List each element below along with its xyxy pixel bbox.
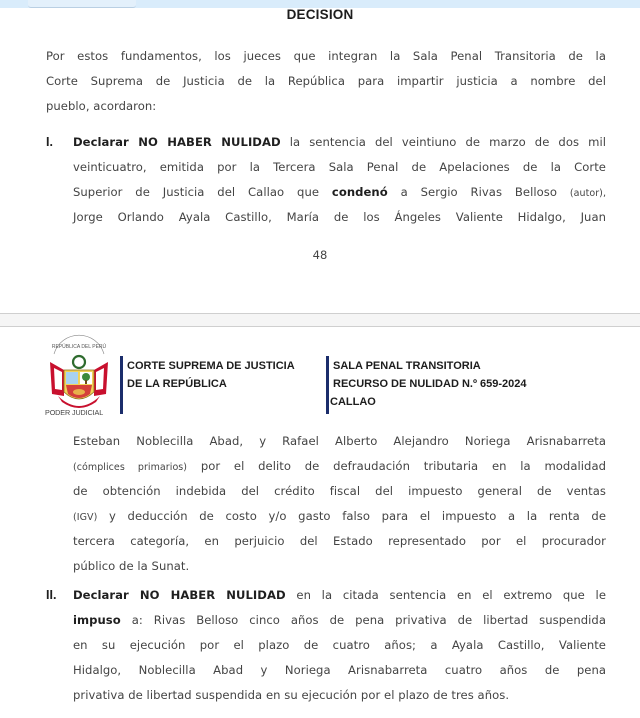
item-line: privativa de libertad suspendida en su ejecución por el plazo de tres años. (73, 688, 510, 702)
role-note: (autor), (569, 188, 607, 199)
item-numeral-1: I. (46, 135, 53, 149)
court-name-line: DE LA REPÚBLICA (127, 378, 227, 390)
court-name-line: CORTE SUPREMA DE JUSTICIA (127, 360, 295, 372)
text-run: la sentencia del veintiuno de marzo de dos mil (280, 135, 607, 149)
intro-line: Corte Suprema de Justicia de la República para impartir justicia a nombre del (46, 74, 606, 88)
chamber-name: SALA PENAL TRANSITORIA (333, 360, 481, 372)
item-line (73, 454, 606, 479)
page-number: 48 (312, 248, 328, 262)
page-separator (0, 313, 640, 327)
emblem-caption: PODER JUDICIAL (45, 408, 104, 417)
item-line: público de la Sunat. (73, 559, 190, 573)
decision-item-2 (73, 583, 606, 708)
item-line (73, 608, 606, 633)
header-divider-right (326, 356, 329, 414)
item-line: Hidalgo, Noblecilla Abad y Noriega Arisnabarreta cuatro años de pena (73, 663, 606, 677)
item-line (73, 130, 606, 155)
court-name (127, 357, 295, 393)
text-run: en la citada sentencia en el extremo que le (285, 588, 607, 602)
header-divider-left (120, 356, 123, 414)
decision-item-1-continued (73, 429, 606, 579)
item-line: tercera categoría, en perjuicio del Estado representado por el procurador (73, 534, 606, 548)
text-run: Superior de Justicia del Callao que (73, 185, 332, 199)
text-run: y deducción de costo y/o gasto falso para el impuesto a la renta de (97, 509, 606, 523)
intro-line: pueblo, acordaron: (46, 99, 157, 113)
item-line: de obtención indebida del crédito fiscal del impuesto general de ventas (73, 484, 606, 498)
item-line (73, 180, 606, 205)
document-page-48 (0, 8, 640, 312)
bold-phrase: Declarar NO HABER NULIDAD (73, 135, 281, 149)
intro-line: Por estos fundamentos, los jueces que integran la Sala Penal Transitoria de la (46, 49, 606, 63)
item-line (73, 504, 606, 529)
item-numeral-2: II. (46, 588, 57, 602)
bold-phrase: condenó (331, 185, 388, 199)
item-line (73, 583, 606, 608)
tax-abbrev: (IGV) (73, 512, 98, 523)
bold-phrase: impuso (73, 613, 121, 627)
text-run: por el delito de defraudación tributaria en la modalidad (187, 459, 607, 473)
case-number: RECURSO DE NULIDAD N.º 659-2024 (333, 378, 527, 390)
item-line: veinticuatro, emitida por la Tercera Sala Penal de Apelaciones de la Corte (73, 160, 606, 174)
role-note: (cómplices primarios) (73, 462, 188, 473)
decision-item-1 (73, 130, 606, 230)
item-line: en su ejecución por el plazo de cuatro años; a Ayala Castillo, Valiente (73, 638, 606, 652)
item-line: Jorge Orlando Ayala Castillo, María de los Ángeles Valiente Hidalgo, Juan (73, 210, 606, 224)
section-heading: DECISION (286, 7, 354, 22)
jurisdiction: CALLAO (330, 396, 376, 408)
intro-paragraph (46, 44, 606, 119)
text-run: a Sergio Rivas Belloso (387, 185, 570, 199)
case-info (330, 357, 527, 411)
text-run: a: Rivas Belloso cinco años de pena privativa de libertad suspendida (120, 613, 606, 627)
svg-text:REPÚBLICA DEL PERÚ: REPÚBLICA DEL PERÚ (51, 344, 107, 350)
document-page-49 (0, 326, 640, 718)
item-line: Esteban Noblecilla Abad, y Rafael Alberto Alejandro Noriega Arisnabarreta (73, 434, 606, 448)
bold-phrase: Declarar NO HABER NULIDAD (73, 588, 286, 602)
